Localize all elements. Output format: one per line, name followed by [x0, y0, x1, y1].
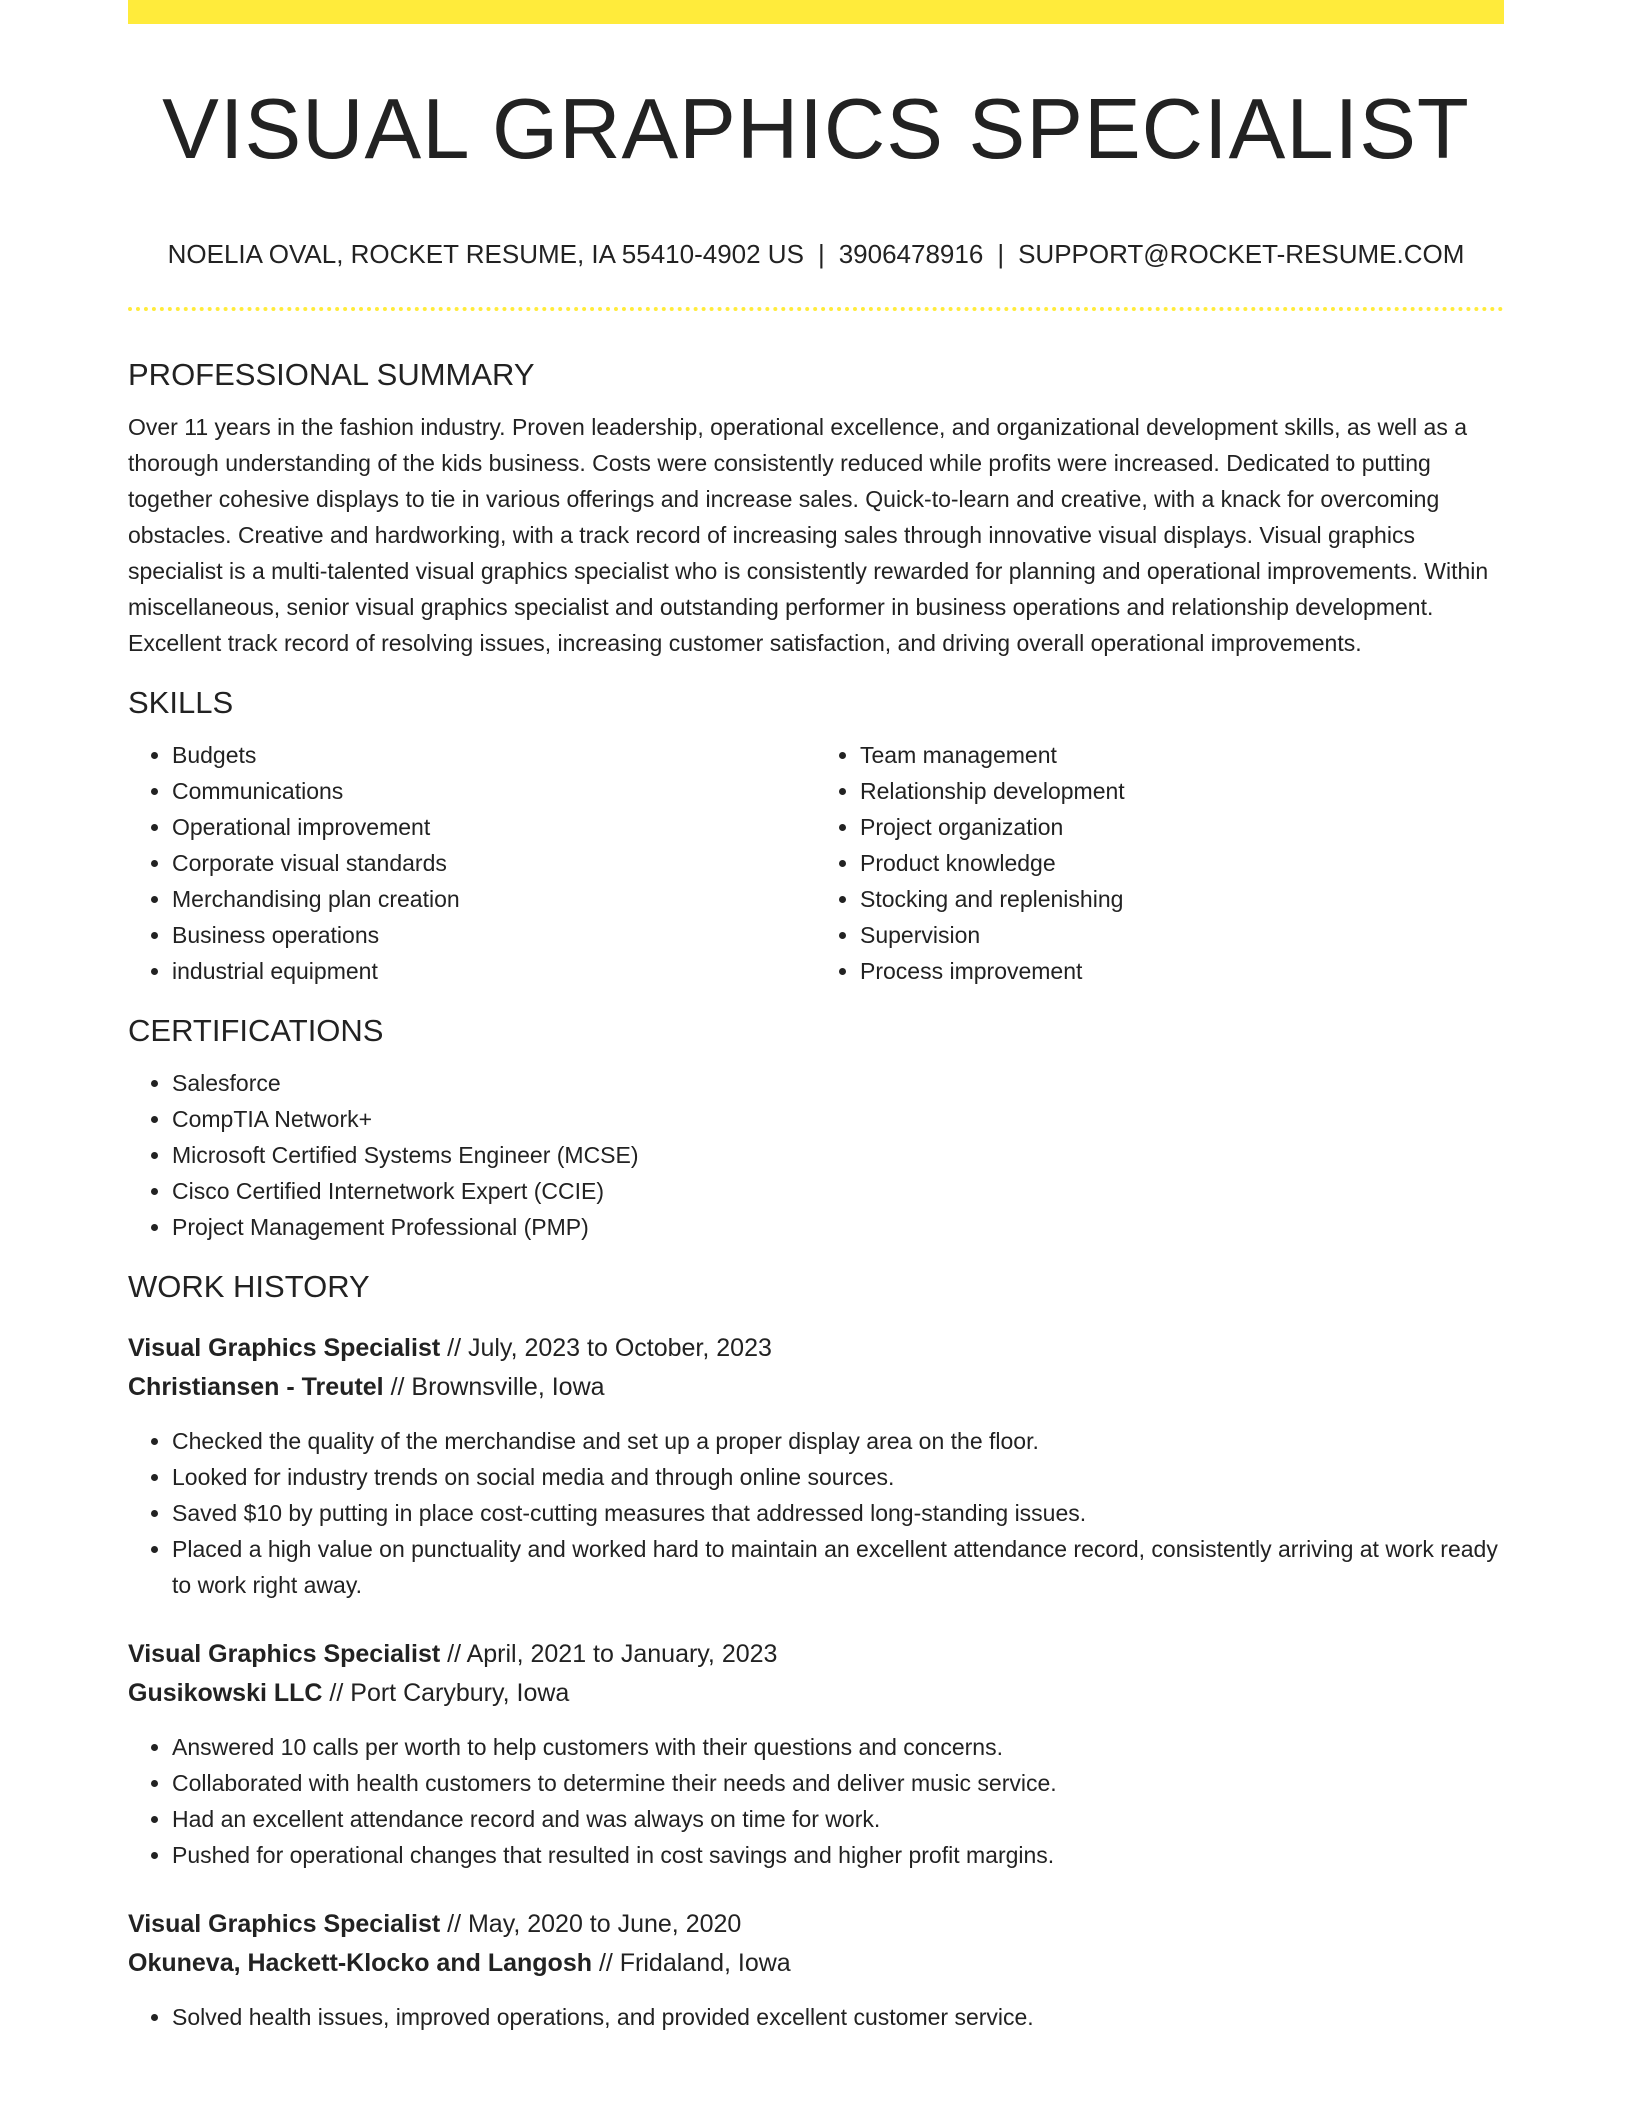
skill-item: • Stocking and replenishing	[860, 881, 1504, 917]
certification-item: • Microsoft Certified Systems Engineer (MCSE)	[172, 1137, 1504, 1173]
dotted-divider	[128, 307, 1504, 311]
job-dates: // July, 2023 to October, 2023	[440, 1334, 772, 1362]
skill-item: • Corporate visual standards	[172, 845, 816, 881]
certification-item: • CompTIA Network+	[172, 1101, 1504, 1137]
job-location: // Brownsville, Iowa	[383, 1373, 605, 1401]
certifications-section	[128, 1011, 1504, 1245]
summary-text: Over 11 years in the fashion industry. Proven leadership, operational excellence, and organizational development skills, as well as a thorough understanding of the kids business. Costs were consistently reduced while profits were increased. Dedicated to putting together cohesive displays to tie in various offerings and increase sales. Quick-to-learn and creative, with a knack for overcoming obstacles. Creative and hardworking, with a track record of increasing sales through innovative visual displays. Visual graphics specialist is a multi-talented visual graphics specialist who is consistently rewarded for planning and operational improvements. Within miscellaneous, senior visual graphics specialist and outstanding performer in business operations and relationship development. Excellent track record of resolving issues, increasing customer satisfaction, and driving overall operational improvements.	[128, 414, 1489, 656]
certification-item: • Cisco Certified Internetwork Expert (CCIE)	[172, 1173, 1504, 1209]
skill-item: • Communications	[172, 773, 816, 809]
skills-section	[128, 683, 1504, 989]
job-company: Gusikowski LLC	[128, 1679, 323, 1707]
job-bullet: • Answered 10 calls per worth to help customers with their questions and concerns.	[172, 1729, 1504, 1765]
contact-separator: |	[817, 239, 825, 269]
skill-item: • Supervision	[860, 917, 1504, 953]
skill-item: • Merchandising plan creation	[172, 881, 816, 917]
job-title: Visual Graphics Specialist	[128, 1910, 441, 1938]
job-bullet: • Looked for industry trends on social media and through online sources.	[172, 1459, 1504, 1495]
job-bullets	[128, 1999, 1504, 2035]
job-bullet: • Collaborated with health customers to determine their needs and deliver music service.	[172, 1765, 1504, 1801]
top-accent-bar	[128, 0, 1504, 24]
job-bullet: • Had an excellent attendance record and was always on time for work.	[172, 1801, 1504, 1837]
job-company-line	[128, 1944, 1504, 1983]
skill-item: • Budgets	[172, 737, 816, 773]
summary-section	[128, 355, 1504, 661]
certifications-list	[128, 1065, 1504, 1245]
skill-item: • Relationship development	[860, 773, 1504, 809]
contact-address: NOELIA OVAL, ROCKET RESUME, IA 55410-4902 US	[167, 239, 804, 269]
job-location: // Port Carybury, Iowa	[322, 1679, 570, 1707]
skill-item: • Team management	[860, 737, 1504, 773]
skill-item: • industrial equipment	[172, 953, 816, 989]
contact-email: SUPPORT@ROCKET-RESUME.COM	[1018, 239, 1465, 269]
job-entry	[128, 1329, 1504, 1603]
job-bullet: • Placed a high value on punctuality and worked hard to maintain an excellent attendance record, consistently arriving at work ready to work right away.	[172, 1531, 1504, 1603]
page-title: VISUAL GRAPHICS SPECIALIST	[162, 82, 1470, 177]
contact-separator: |	[997, 239, 1005, 269]
job-bullet: • Solved health issues, improved operations, and provided excellent customer service.	[172, 1999, 1504, 2035]
skills-columns	[128, 737, 1504, 989]
skill-item: • Process improvement	[860, 953, 1504, 989]
job-bullet: • Pushed for operational changes that resulted in cost savings and higher profit margins.	[172, 1837, 1504, 1873]
job-company-line	[128, 1674, 1504, 1713]
job-company-line	[128, 1368, 1504, 1407]
skills-heading: SKILLS	[128, 685, 234, 720]
skill-item: • Business operations	[172, 917, 816, 953]
certifications-heading: CERTIFICATIONS	[128, 1013, 384, 1048]
contact-phone: 3906478916	[838, 239, 984, 269]
skill-item: • Operational improvement	[172, 809, 816, 845]
certification-item: • Salesforce	[172, 1065, 1504, 1101]
skills-right-list	[816, 737, 1504, 989]
job-title: Visual Graphics Specialist	[128, 1334, 441, 1362]
job-entry	[128, 1905, 1504, 2035]
work-history-heading: WORK HISTORY	[128, 1269, 370, 1304]
skill-item: • Project organization	[860, 809, 1504, 845]
job-dates: // April, 2021 to January, 2023	[440, 1640, 778, 1668]
job-bullet: • Checked the quality of the merchandise and set up a proper display area on the floor.	[172, 1423, 1504, 1459]
summary-heading: PROFESSIONAL SUMMARY	[128, 357, 535, 392]
job-title: Visual Graphics Specialist	[128, 1640, 441, 1668]
job-company: Christiansen - Treutel	[128, 1373, 384, 1401]
job-title-line	[128, 1329, 1504, 1368]
job-title-line	[128, 1635, 1504, 1674]
contact-line	[128, 236, 1504, 272]
job-entry	[128, 1635, 1504, 1873]
certification-item: • Project Management Professional (PMP)	[172, 1209, 1504, 1245]
job-dates: // May, 2020 to June, 2020	[440, 1910, 742, 1938]
job-bullets	[128, 1423, 1504, 1603]
skills-left-list	[128, 737, 816, 989]
work-history-section	[128, 1267, 1504, 2035]
skill-item: • Product knowledge	[860, 845, 1504, 881]
resume-content	[128, 355, 1504, 2035]
job-bullet: • Saved $10 by putting in place cost-cutting measures that addressed long-standing issues.	[172, 1495, 1504, 1531]
job-bullets	[128, 1729, 1504, 1873]
job-title-line	[128, 1905, 1504, 1944]
job-company: Okuneva, Hackett-Klocko and Langosh	[128, 1949, 592, 1977]
job-location: // Fridaland, Iowa	[592, 1949, 791, 1977]
